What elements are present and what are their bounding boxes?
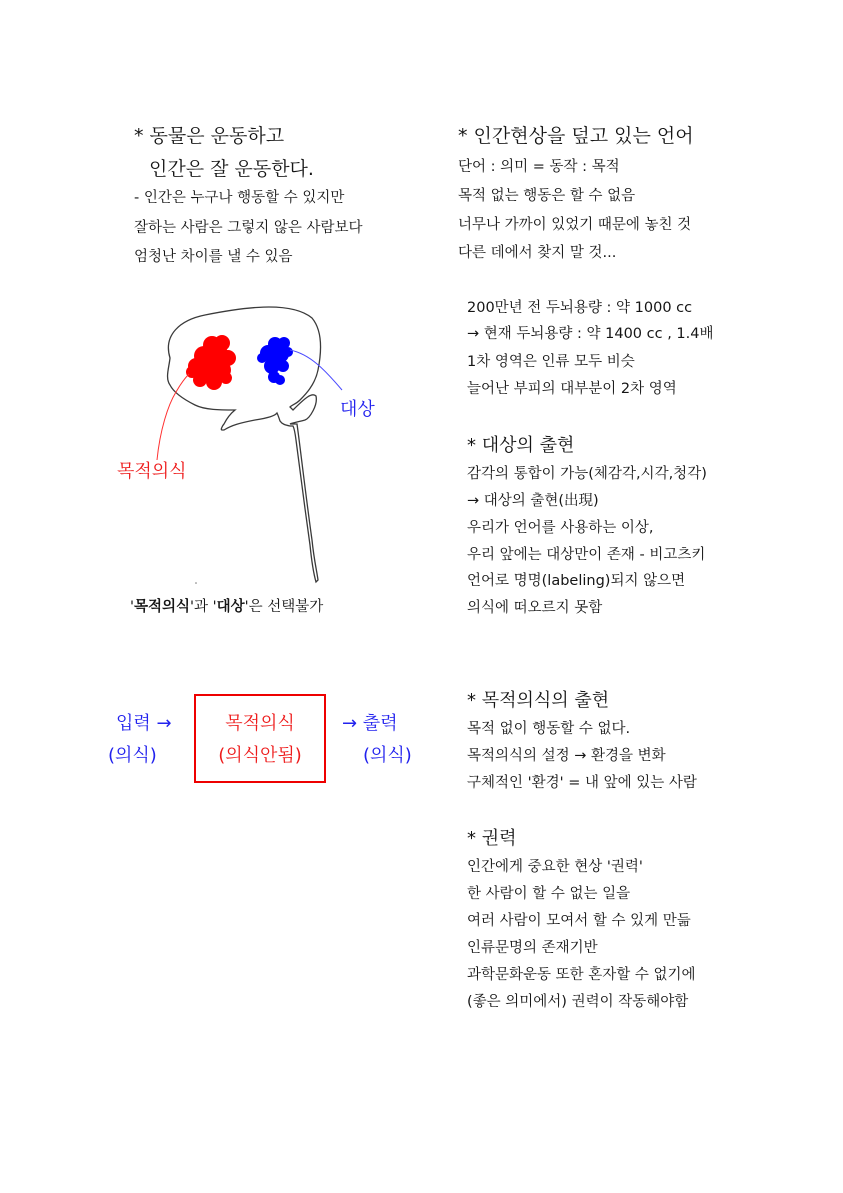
purpose-label: 목적의식	[117, 461, 187, 482]
power-line: (좋은 의미에서) 권력이 작동해야함	[467, 994, 689, 1010]
purpose-box	[194, 694, 326, 783]
object-emergence-line: 의식에 떠오르지 못함	[467, 600, 603, 616]
brain-volume-line: 1차 영역은 인류 모두 비슷	[467, 354, 635, 370]
brain-volume-line: → 현재 두뇌용량 : 약 1400 cc , 1.4배	[467, 326, 714, 342]
power-line: 여러 사람이 모여서 할 수 있게 만듦	[467, 913, 691, 929]
input-sub-label: (의식)	[108, 745, 157, 766]
intro-line: 엄청난 차이를 낼 수 있음	[134, 249, 293, 265]
object-label: 대상	[340, 399, 375, 420]
caption-end: '은 선택불가	[244, 599, 324, 615]
brain-volume-line: 늘어난 부피의 대부분이 2차 영역	[467, 381, 677, 397]
output-label: → 출력	[342, 713, 398, 734]
speck-mark	[195, 582, 197, 584]
caption-quote: '	[130, 599, 134, 615]
intro-line: - 인간은 누구나 행동할 수 있지만	[134, 190, 345, 206]
purpose-emergence-line: 구체적인 '환경' = 내 앞에 있는 사람	[467, 775, 697, 791]
object-region-blob	[257, 337, 293, 385]
output-sub-label: (의식)	[363, 745, 412, 766]
purpose-emergence-line: 목적의식의 설정 → 환경을 변화	[467, 748, 666, 764]
purpose-emergence-heading: * 목적의식의 출현	[467, 690, 610, 711]
intro-heading-line1: * 동물은 운동하고	[134, 125, 285, 147]
object-emergence-line: → 대상의 출현(出現)	[467, 493, 599, 509]
power-line: 인간에게 중요한 현상 '권력'	[467, 859, 643, 875]
object-emergence-heading: * 대상의 출현	[467, 435, 575, 456]
language-line: 너무나 가까이 있었기 때문에 놓친 것	[458, 217, 692, 233]
object-pointer-line	[290, 350, 342, 390]
purpose-box-sub-label: (의식안됨)	[218, 745, 302, 766]
object-emergence-line: 우리가 언어를 사용하는 이상,	[467, 520, 654, 536]
purpose-pointer-line	[157, 374, 189, 460]
object-emergence-line: 언어로 명명(labeling)되지 않으면	[467, 573, 686, 589]
caption-mid: '과 '	[190, 599, 217, 615]
brain-drawing	[100, 290, 420, 590]
brain-sketch-illustration	[100, 290, 420, 590]
caption-bold-object: 대상	[216, 599, 245, 615]
brain-volume-line: 200만년 전 두뇌용량 : 약 1000 cc	[467, 300, 693, 316]
language-line: 목적 없는 행동은 할 수 없음	[458, 188, 636, 204]
power-heading: * 권력	[467, 828, 517, 849]
selection-caption	[130, 598, 323, 616]
purpose-region-blob	[186, 335, 236, 390]
intro-heading-line2: 인간은 잘 운동한다.	[149, 158, 314, 180]
caption-bold-purpose: 목적의식	[134, 599, 191, 615]
power-line: 과학문화운동 또한 혼자할 수 없기에	[467, 967, 696, 983]
purpose-box-label: 목적의식	[225, 713, 295, 734]
purpose-emergence-line: 목적 없이 행동할 수 없다.	[467, 721, 631, 737]
language-line: 다른 데에서 찾지 말 것...	[458, 245, 617, 261]
language-line: 단어 : 의미 = 동작 : 목적	[458, 159, 620, 175]
intro-line: 잘하는 사람은 그렇지 않은 사람보다	[134, 220, 363, 236]
object-emergence-line: 우리 앞에는 대상만이 존재 - 비고츠키	[467, 547, 706, 563]
input-label: 입력 →	[116, 713, 172, 734]
brain-outline	[168, 307, 321, 582]
power-line: 한 사람이 할 수 없는 일을	[467, 886, 631, 902]
object-emergence-line: 감각의 통합이 가능(체감각,시각,청각)	[467, 466, 707, 482]
power-line: 인류문명의 존재기반	[467, 940, 598, 956]
language-heading: * 인간현상을 덮고 있는 언어	[458, 125, 694, 147]
